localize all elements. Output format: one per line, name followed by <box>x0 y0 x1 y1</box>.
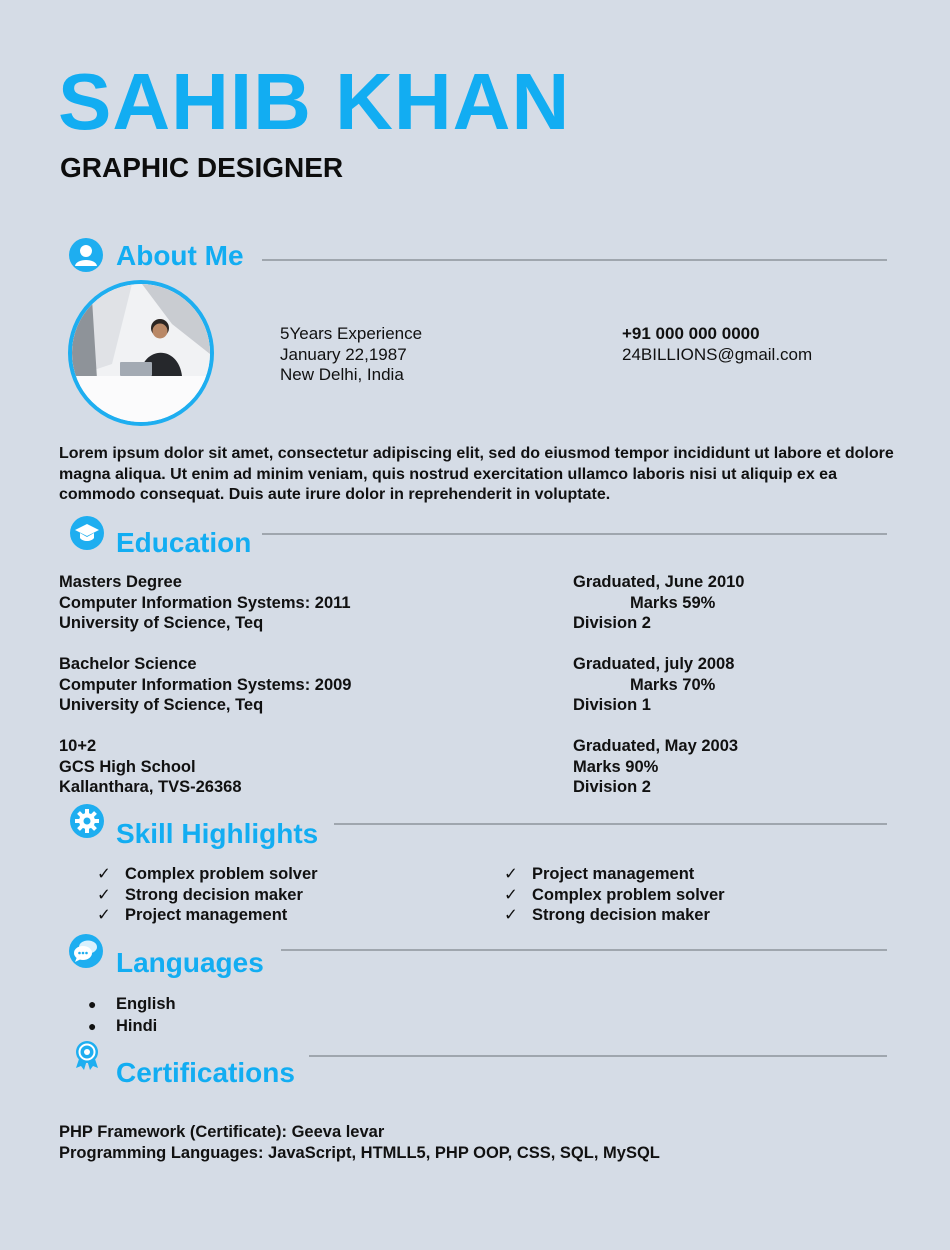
edu-3-division: Division 2 <box>573 778 651 796</box>
skill-item: ✓ Strong decision maker <box>504 906 710 924</box>
check-icon: ✓ <box>97 906 111 924</box>
birthdate-text: January 22,1987 <box>280 344 407 364</box>
education-divider <box>262 533 887 535</box>
languages-heading: Languages <box>116 947 264 978</box>
edu-2-graduated: Graduated, july 2008 <box>573 655 735 673</box>
check-icon: ✓ <box>504 906 518 924</box>
edu-2-program: Computer Information Systems: 2009 <box>59 675 352 694</box>
edu-3-program: GCS High School <box>59 757 196 776</box>
education-heading: Education <box>116 527 252 558</box>
gear-icon <box>70 804 104 838</box>
check-icon: ✓ <box>504 885 518 904</box>
about-divider <box>262 259 887 261</box>
skill-item: ✓ Project management <box>504 865 695 883</box>
bullet-icon: ● <box>88 996 97 1012</box>
skill-item: ✓ Strong decision maker <box>97 885 303 904</box>
certification-line: Programming Languages: JavaScript, HTMLL5, PHP OOP, CSS, SQL, MySQL <box>59 1144 660 1162</box>
skill-item: ✓ Complex problem solver <box>97 865 318 883</box>
candidate-name: SAHIB KHAN <box>58 57 571 146</box>
edu-3-degree: 10+2 <box>59 737 97 755</box>
edu-1-program: Computer Information Systems: 2011 <box>59 593 351 612</box>
edu-3-graduated: Graduated, May 2003 <box>573 737 739 755</box>
language-item: ● Hindi <box>88 1017 158 1035</box>
profile-photo <box>68 280 214 426</box>
user-icon <box>69 238 103 272</box>
check-icon: ✓ <box>97 865 111 883</box>
edu-2-school: University of Science, Teq <box>59 696 264 714</box>
location-text: New Delhi, India <box>280 365 404 384</box>
certifications-divider <box>309 1055 887 1057</box>
language-item: ● English <box>88 995 176 1013</box>
email-text: 24BILLIONS@gmail.com <box>622 344 813 364</box>
check-icon: ✓ <box>97 885 111 904</box>
skill-item: ✓ Project management <box>97 906 288 924</box>
languages-divider <box>281 949 887 951</box>
edu-1-degree: Masters Degree <box>59 573 182 591</box>
edu-1-marks: Marks 59% <box>630 593 716 612</box>
bullet-icon: ● <box>88 1018 97 1034</box>
skills-divider <box>334 823 887 825</box>
certification-line: PHP Framework (Certificate): Geeva levar <box>59 1123 385 1141</box>
about-summary: Lorem ipsum dolor sit amet, consectetur adipiscing elit, sed do eiusmod tempor incididunt ut labore et dolore magna aliqua. Ut enim ad minim veniam, quis nostrud exercitation ullamco laboris nisi ut aliquip ex ea commodo consequat. Duis aute irure dolor in reprehenderit in voluptate. <box>59 445 894 503</box>
check-icon: ✓ <box>504 865 518 883</box>
about-heading: About Me <box>116 240 244 271</box>
job-title: GRAPHIC DESIGNER <box>60 152 344 183</box>
skill-item: ✓ Complex problem solver <box>504 885 725 904</box>
edu-3-marks: Marks 90% <box>573 757 659 776</box>
award-ribbon-icon <box>70 1038 104 1072</box>
edu-1-division: Division 2 <box>573 614 651 632</box>
certifications-heading: Certifications <box>116 1057 295 1088</box>
edu-3-school: Kallanthara, TVS-26368 <box>59 778 242 796</box>
edu-1-graduated: Graduated, June 2010 <box>573 573 745 591</box>
graduation-cap-icon <box>70 516 104 550</box>
skills-heading: Skill Highlights <box>116 818 319 849</box>
phone-text: +91 000 000 0000 <box>622 324 760 343</box>
edu-2-division: Division 1 <box>573 696 651 714</box>
chat-bubbles-icon <box>69 934 103 968</box>
experience-text: 5Years Experience <box>280 324 423 343</box>
edu-2-degree: Bachelor Science <box>59 655 197 673</box>
edu-1-school: University of Science, Teq <box>59 614 264 632</box>
edu-2-marks: Marks 70% <box>630 675 716 694</box>
